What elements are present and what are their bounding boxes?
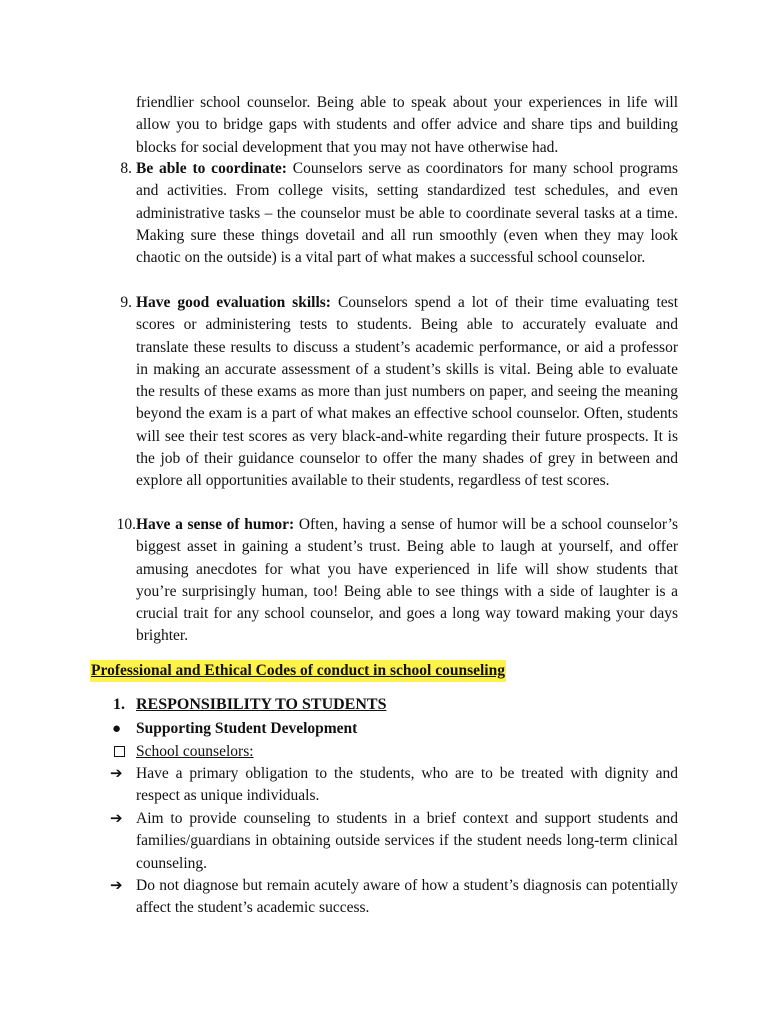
list-number: 9. xyxy=(120,294,132,311)
arrow-list-item: Do not diagnose but remain acutely aware of how a student’s diagnosis can potentially affect the student’s academic success. xyxy=(136,877,678,917)
item-lead: Have a sense of humor: xyxy=(136,516,295,533)
list-number: 10. xyxy=(116,516,136,533)
arrow-list-item: Have a primary obligation to the students, who are to be treated with dignity and respect as unique individuals. xyxy=(136,765,678,805)
list-item-8 xyxy=(120,158,678,269)
item-text: Counselors serve as coordinators for many school programs and activities. From college visits, setting standardized test schedules, and even administrative tasks – the counselor must be able to coordinate several tasks at a time. Making sure these things dovetail and all run smoothly (even when they may look chaotic on the outside) is a vital part of what makes a successful school counselor. xyxy=(136,160,678,267)
intro-paragraph: friendlier school counselor. Being able to speak about your experiences in life will allow you to bridge gaps with students and offer advice and share tips and building blocks for social development that you may not have otherwise had. xyxy=(136,94,678,156)
item-lead: Be able to coordinate: xyxy=(136,160,287,177)
list-item-10 xyxy=(116,514,678,648)
checkbox-label: School counselors: xyxy=(136,743,254,760)
bullet-heading: Supporting Student Development xyxy=(136,720,358,737)
list-number: 8. xyxy=(120,160,132,177)
list-item-9 xyxy=(120,292,678,493)
arrow-icon: ➔ xyxy=(110,811,123,827)
item-lead: Have good evaluation skills: xyxy=(136,294,331,311)
item-text: Often, having a sense of humor will be a school counselor’s biggest asset in gaining a student’s trust. Being able to laugh at yourself, and offer amusing anecdotes for what you have experienced in life will show students that you’re surprisingly human, too! Being able to see things with a side of laughter is a crucial trait for any school counselor, and goes a long way toward making your days brighter. xyxy=(136,516,678,645)
bullet-icon: ● xyxy=(112,721,122,737)
subsection-title: RESPONSIBILITY TO STUDENTS xyxy=(136,696,387,713)
arrow-icon: ➔ xyxy=(110,878,123,894)
arrow-list-item: Aim to provide counseling to students in a brief context and support students and families/guardians in obtaining outside services if the student needs long-term clinical counseling. xyxy=(136,810,678,872)
item-text: Counselors spend a lot of their time evaluating test scores or administering tests to students. Being able to accurately evaluate and translate these results to discuss a student’s academic performance, or aid a professor in making an accurate assessment of a student’s skills is vital. Being able to evaluate the results of these exams as more than just numbers on paper, and seeing the meaning beyond the exam is a part of what makes an effective school counselor. Often, students will see their test scores as very black-and-white regarding their future prospects. It is the job of their guidance counselor to offer the many shades of grey in between and explore all opportunities available to their students, regardless of test scores. xyxy=(136,294,678,490)
checkbox-icon xyxy=(114,746,125,757)
subsection-number: 1. xyxy=(113,696,125,713)
section-title-highlighted: Professional and Ethical Codes of conduct in school counseling xyxy=(90,660,506,682)
arrow-icon: ➔ xyxy=(110,766,123,782)
